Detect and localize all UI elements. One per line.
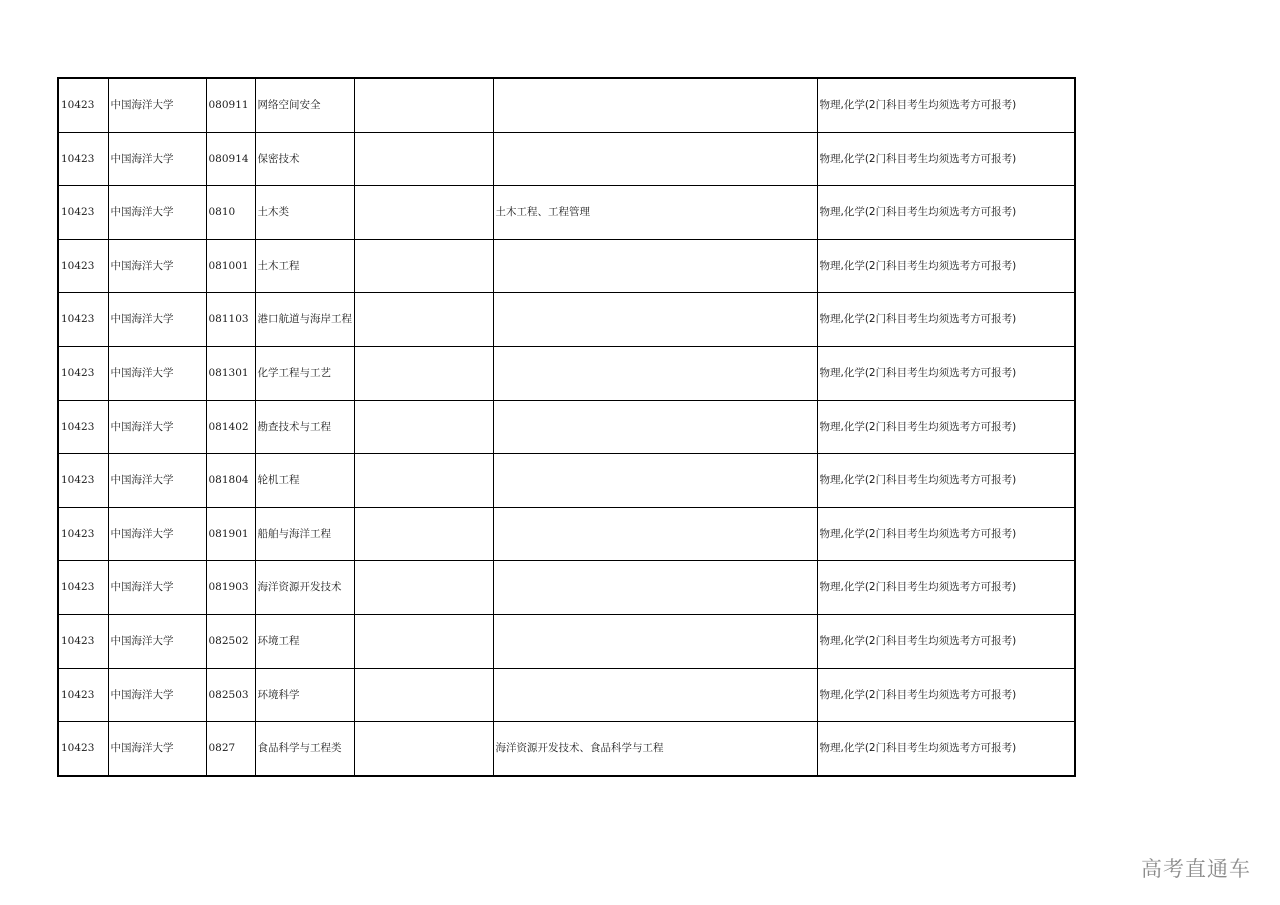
subject-requirement-cell: 物理,化学(2门科目考生均须选考方可报考) [817, 400, 1075, 454]
school-code-cell: 10423 [58, 293, 108, 347]
school-name-cell: 中国海洋大学 [108, 186, 206, 240]
major-name-cell: 环境工程 [255, 614, 354, 668]
table-row [58, 561, 1075, 615]
note-cell [354, 561, 493, 615]
major-name-cell: 食品科学与工程类 [255, 722, 354, 776]
subject-requirement-cell: 物理,化学(2门科目考生均须选考方可报考) [817, 668, 1075, 722]
subject-requirement-cell: 物理,化学(2门科目考生均须选考方可报考) [817, 454, 1075, 508]
table-row [58, 78, 1075, 132]
school-name-cell: 中国海洋大学 [108, 78, 206, 132]
subject-requirement-cell: 物理,化学(2门科目考生均须选考方可报考) [817, 132, 1075, 186]
note-cell [354, 668, 493, 722]
major-name-cell: 网络空间安全 [255, 78, 354, 132]
school-name-cell: 中国海洋大学 [108, 668, 206, 722]
table-row [58, 186, 1075, 240]
table-row [58, 454, 1075, 508]
subject-requirement-cell: 物理,化学(2门科目考生均须选考方可报考) [817, 186, 1075, 240]
school-name-cell: 中国海洋大学 [108, 614, 206, 668]
included-majors-cell [493, 346, 817, 400]
table-row [58, 668, 1075, 722]
major-name-cell: 勘查技术与工程 [255, 400, 354, 454]
school-code-cell: 10423 [58, 239, 108, 293]
major-code-cell: 082502 [206, 614, 255, 668]
major-code-cell: 081903 [206, 561, 255, 615]
note-cell [354, 454, 493, 508]
table-row [58, 346, 1075, 400]
major-code-cell: 081901 [206, 507, 255, 561]
note-cell [354, 722, 493, 776]
subject-requirement-cell: 物理,化学(2门科目考生均须选考方可报考) [817, 346, 1075, 400]
major-code-cell: 0827 [206, 722, 255, 776]
major-code-cell: 082503 [206, 668, 255, 722]
included-majors-cell: 土木工程、工程管理 [493, 186, 817, 240]
included-majors-cell [493, 507, 817, 561]
major-name-cell: 环境科学 [255, 668, 354, 722]
major-name-cell: 轮机工程 [255, 454, 354, 508]
major-name-cell: 船舶与海洋工程 [255, 507, 354, 561]
major-code-cell: 0810 [206, 186, 255, 240]
table-row [58, 722, 1075, 776]
school-name-cell: 中国海洋大学 [108, 507, 206, 561]
subject-requirement-cell: 物理,化学(2门科目考生均须选考方可报考) [817, 78, 1075, 132]
included-majors-cell [493, 561, 817, 615]
note-cell [354, 293, 493, 347]
major-requirements-table [57, 77, 1076, 777]
table-row [58, 239, 1075, 293]
note-cell [354, 239, 493, 293]
included-majors-cell [493, 78, 817, 132]
note-cell [354, 132, 493, 186]
school-name-cell: 中国海洋大学 [108, 400, 206, 454]
major-code-cell: 080911 [206, 78, 255, 132]
subject-requirement-cell: 物理,化学(2门科目考生均须选考方可报考) [817, 722, 1075, 776]
major-name-cell: 化学工程与工艺 [255, 346, 354, 400]
table-body [58, 78, 1075, 776]
school-code-cell: 10423 [58, 722, 108, 776]
major-name-cell: 港口航道与海岸工程 [255, 293, 354, 347]
school-name-cell: 中国海洋大学 [108, 722, 206, 776]
major-name-cell: 土木工程 [255, 239, 354, 293]
school-name-cell: 中国海洋大学 [108, 293, 206, 347]
included-majors-cell [493, 293, 817, 347]
subject-requirement-cell: 物理,化学(2门科目考生均须选考方可报考) [817, 507, 1075, 561]
included-majors-cell [493, 668, 817, 722]
school-code-cell: 10423 [58, 507, 108, 561]
included-majors-cell [493, 400, 817, 454]
subject-requirement-cell: 物理,化学(2门科目考生均须选考方可报考) [817, 239, 1075, 293]
included-majors-cell: 海洋资源开发技术、食品科学与工程 [493, 722, 817, 776]
major-code-cell: 081402 [206, 400, 255, 454]
major-name-cell: 保密技术 [255, 132, 354, 186]
school-code-cell: 10423 [58, 346, 108, 400]
school-code-cell: 10423 [58, 78, 108, 132]
major-code-cell: 081001 [206, 239, 255, 293]
note-cell [354, 400, 493, 454]
school-code-cell: 10423 [58, 186, 108, 240]
subject-requirement-cell: 物理,化学(2门科目考生均须选考方可报考) [817, 614, 1075, 668]
included-majors-cell [493, 454, 817, 508]
school-name-cell: 中国海洋大学 [108, 454, 206, 508]
school-code-cell: 10423 [58, 561, 108, 615]
watermark-text: 高考直通车 [1141, 857, 1251, 881]
note-cell [354, 186, 493, 240]
table-row [58, 293, 1075, 347]
included-majors-cell [493, 239, 817, 293]
table-row [58, 400, 1075, 454]
major-code-cell: 081103 [206, 293, 255, 347]
note-cell [354, 78, 493, 132]
table-row [58, 507, 1075, 561]
table-row [58, 132, 1075, 186]
table-row [58, 614, 1075, 668]
included-majors-cell [493, 614, 817, 668]
school-name-cell: 中国海洋大学 [108, 239, 206, 293]
included-majors-cell [493, 132, 817, 186]
major-name-cell: 土木类 [255, 186, 354, 240]
major-code-cell: 081301 [206, 346, 255, 400]
subject-requirement-cell: 物理,化学(2门科目考生均须选考方可报考) [817, 293, 1075, 347]
school-code-cell: 10423 [58, 132, 108, 186]
major-name-cell: 海洋资源开发技术 [255, 561, 354, 615]
note-cell [354, 507, 493, 561]
major-code-cell: 080914 [206, 132, 255, 186]
note-cell [354, 614, 493, 668]
note-cell [354, 346, 493, 400]
school-code-cell: 10423 [58, 614, 108, 668]
subject-requirement-cell: 物理,化学(2门科目考生均须选考方可报考) [817, 561, 1075, 615]
school-name-cell: 中国海洋大学 [108, 132, 206, 186]
school-name-cell: 中国海洋大学 [108, 346, 206, 400]
school-code-cell: 10423 [58, 668, 108, 722]
school-code-cell: 10423 [58, 400, 108, 454]
school-name-cell: 中国海洋大学 [108, 561, 206, 615]
school-code-cell: 10423 [58, 454, 108, 508]
major-code-cell: 081804 [206, 454, 255, 508]
